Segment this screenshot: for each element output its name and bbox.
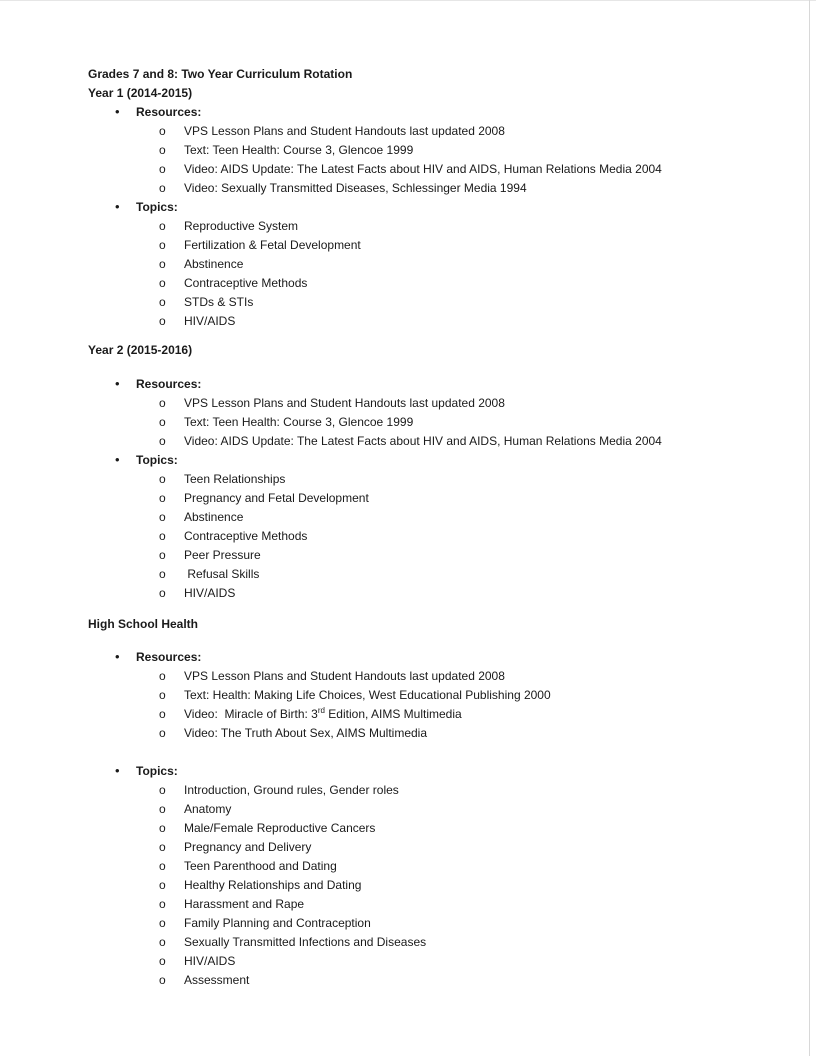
list-item-text: Video: Miracle of Birth: 3: [184, 707, 318, 721]
list-item: Introduction, Ground rules, Gender roles: [184, 783, 399, 797]
list-item: HIV/AIDS: [184, 314, 236, 328]
sub-bullet-icon: o: [159, 124, 166, 138]
list-item: Healthy Relationships and Dating: [184, 878, 362, 892]
list-item: VPS Lesson Plans and Student Handouts last updated 2008: [184, 396, 505, 410]
sub-bullet-icon: o: [159, 238, 166, 252]
sub-bullet-icon: o: [159, 897, 166, 911]
bullet-icon: •: [115, 376, 120, 391]
sub-bullet-icon: o: [159, 472, 166, 486]
scan-border-top: [0, 0, 816, 1]
sub-bullet-icon: o: [159, 783, 166, 797]
year2-heading: Year 2 (2015-2016): [88, 343, 193, 357]
sub-bullet-icon: o: [159, 586, 166, 600]
list-item: Family Planning and Contraception: [184, 916, 371, 930]
list-item: Abstinence: [184, 257, 244, 271]
sub-bullet-icon: o: [159, 143, 166, 157]
sub-bullet-icon: o: [159, 669, 166, 683]
sub-bullet-icon: o: [159, 973, 166, 987]
bullet-icon: •: [115, 452, 120, 467]
sub-bullet-icon: o: [159, 935, 166, 949]
high-school-topics-label: Topics:: [136, 764, 178, 778]
list-item: HIV/AIDS: [184, 954, 236, 968]
sub-bullet-icon: o: [159, 707, 166, 721]
list-item: Abstinence: [184, 510, 244, 524]
list-item: Video: AIDS Update: The Latest Facts about HIV and AIDS, Human Relations Media 2004: [184, 434, 662, 448]
sub-bullet-icon: o: [159, 840, 166, 854]
list-item: Contraceptive Methods: [184, 529, 308, 543]
sub-bullet-icon: o: [159, 567, 166, 581]
year1-resources-label: Resources:: [136, 105, 202, 119]
list-item: Harassment and Rape: [184, 897, 305, 911]
sub-bullet-icon: o: [159, 821, 166, 835]
superscript: rd: [317, 706, 325, 715]
sub-bullet-icon: o: [159, 688, 166, 702]
sub-bullet-icon: o: [159, 548, 166, 562]
list-item: Reproductive System: [184, 219, 299, 233]
bullet-icon: •: [115, 199, 120, 214]
year1-topics-label: Topics:: [136, 200, 178, 214]
high-school-resources-label: Resources:: [136, 650, 202, 664]
sub-bullet-icon: o: [159, 181, 166, 195]
list-item-text: Edition, AIMS Multimedia: [324, 707, 462, 721]
list-item: HIV/AIDS: [184, 586, 236, 600]
sub-bullet-icon: o: [159, 276, 166, 290]
sub-bullet-icon: o: [159, 529, 166, 543]
list-item: Sexually Transmitted Infections and Diseases: [184, 935, 427, 949]
scan-border-right: [809, 0, 810, 1056]
sub-bullet-icon: o: [159, 219, 166, 233]
sub-bullet-icon: o: [159, 396, 166, 410]
list-item: Pregnancy and Fetal Development: [184, 491, 369, 505]
list-item: Anatomy: [184, 802, 232, 816]
sub-bullet-icon: o: [159, 491, 166, 505]
list-item: Refusal Skills: [184, 567, 260, 581]
sub-bullet-icon: o: [159, 859, 166, 873]
list-item: VPS Lesson Plans and Student Handouts last updated 2008: [184, 124, 505, 138]
year2-topics-label: Topics:: [136, 453, 178, 467]
sub-bullet-icon: o: [159, 415, 166, 429]
sub-bullet-icon: o: [159, 434, 166, 448]
list-item: Video: AIDS Update: The Latest Facts about HIV and AIDS, Human Relations Media 2004: [184, 162, 662, 176]
list-item: Teen Relationships: [184, 472, 286, 486]
high-school-heading: High School Health: [88, 617, 199, 631]
list-item: Teen Parenthood and Dating: [184, 859, 337, 873]
document-title: Grades 7 and 8: Two Year Curriculum Rotation: [88, 67, 353, 81]
sub-bullet-icon: o: [159, 726, 166, 740]
list-item: Male/Female Reproductive Cancers: [184, 821, 376, 835]
list-item: Contraceptive Methods: [184, 276, 308, 290]
sub-bullet-icon: o: [159, 314, 166, 328]
list-item: Fertilization & Fetal Development: [184, 238, 361, 252]
bullet-icon: •: [115, 763, 120, 778]
bullet-icon: •: [115, 104, 120, 119]
sub-bullet-icon: o: [159, 510, 166, 524]
bullet-icon: •: [115, 649, 120, 664]
list-item: Video: Sexually Transmitted Diseases, Schlessinger Media 1994: [184, 181, 527, 195]
list-item: Video: The Truth About Sex, AIMS Multimedia: [184, 726, 428, 740]
sub-bullet-icon: o: [159, 295, 166, 309]
list-item: Peer Pressure: [184, 548, 261, 562]
sub-bullet-icon: o: [159, 162, 166, 176]
list-item: VPS Lesson Plans and Student Handouts last updated 2008: [184, 669, 505, 683]
list-item: Pregnancy and Delivery: [184, 840, 312, 854]
list-item: Text: Teen Health: Course 3, Glencoe 1999: [184, 143, 414, 157]
year1-heading: Year 1 (2014-2015): [88, 86, 193, 100]
sub-bullet-icon: o: [159, 954, 166, 968]
list-item: Text: Health: Making Life Choices, West Educational Publishing 2000: [184, 688, 551, 702]
list-item: Assessment: [184, 973, 250, 987]
list-item: [184, 707, 462, 721]
list-item: STDs & STIs: [184, 295, 254, 309]
list-item: Text: Teen Health: Course 3, Glencoe 1999: [184, 415, 414, 429]
year2-resources-label: Resources:: [136, 377, 202, 391]
sub-bullet-icon: o: [159, 802, 166, 816]
sub-bullet-icon: o: [159, 916, 166, 930]
sub-bullet-icon: o: [159, 257, 166, 271]
sub-bullet-icon: o: [159, 878, 166, 892]
